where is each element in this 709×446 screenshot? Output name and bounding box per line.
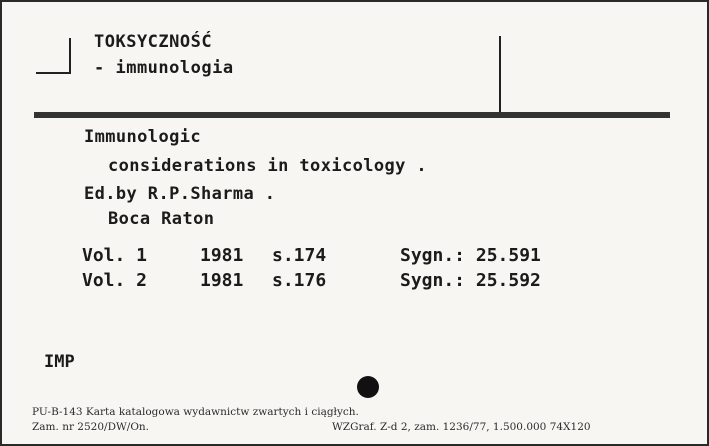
volume-1-year: 1981 xyxy=(200,245,244,266)
header-divider-vertical xyxy=(499,36,501,112)
corner-bracket-horizontal xyxy=(36,72,71,74)
book-editor: Ed.by R.P.Sharma . xyxy=(84,184,276,204)
volume-1-signature: Sygn.: 25.591 xyxy=(400,245,541,266)
footer-line1: PU-B-143 Karta katalogowa wydawnictw zwartych i ciągłych. xyxy=(32,406,359,418)
volume-1-pages: s.174 xyxy=(272,245,327,266)
imp-mark: IMP xyxy=(44,352,75,372)
book-place: Boca Raton xyxy=(108,209,215,229)
subject-heading: TOKSYCZNOŚĆ xyxy=(94,32,213,52)
volume-2-pages: s.176 xyxy=(272,270,327,291)
book-title-line2: considerations in toxicology . xyxy=(108,156,428,176)
volume-2-label: Vol. 2 xyxy=(82,270,148,291)
volume-2-year: 1981 xyxy=(200,270,244,291)
volume-1-label: Vol. 1 xyxy=(82,245,148,266)
volume-2-signature: Sygn.: 25.592 xyxy=(400,270,541,291)
punch-hole xyxy=(357,376,379,398)
subject-subheading: - immunologia xyxy=(94,58,234,78)
book-title-line1: Immunologic xyxy=(84,127,201,147)
corner-bracket-vertical xyxy=(69,38,71,74)
header-divider-horizontal xyxy=(34,112,670,118)
footer-print-info: WZGraf. Z-d 2, zam. 1236/77, 1.500.000 74X120 xyxy=(332,421,591,433)
footer-order-number: Zam. nr 2520/DW/On. xyxy=(32,421,150,433)
